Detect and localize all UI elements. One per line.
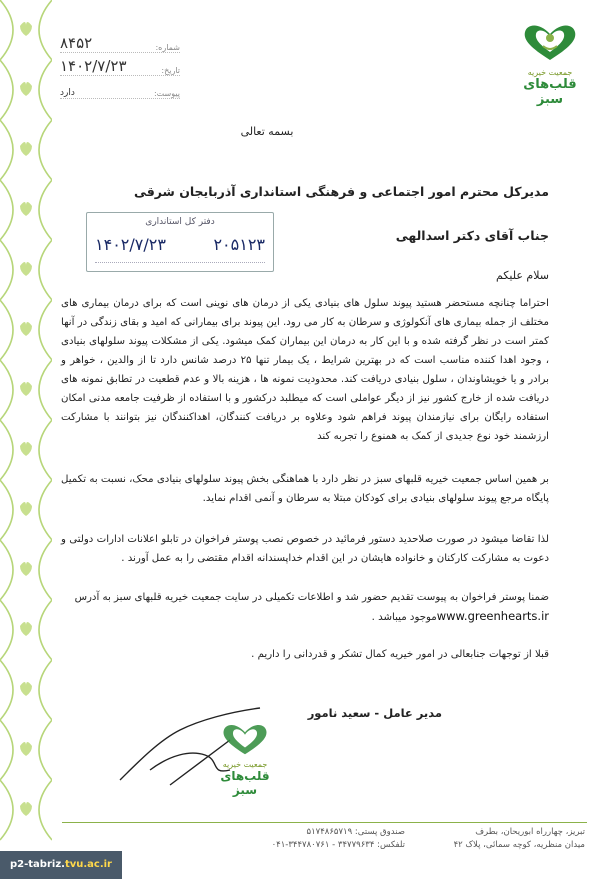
invocation: بسمه تعالی [240, 125, 294, 138]
stamp-values [87, 227, 273, 254]
stamp-org-large: قلب‌های سبز [220, 769, 270, 797]
org-logo [515, 22, 585, 107]
pobox-value: ۵۱۷۴۸۶۵۷۱۹ [306, 827, 353, 837]
phone-value: ۰۴۱-۳۴۴۷۸۰۷۶۱ - ۳۴۷۷۹۶۳۴ [271, 840, 375, 850]
org-name-large: قلب‌های سبز [523, 77, 577, 107]
recipient: مدیرکل محترم امور اجتماعی و فرهنگی استانداری آذربایجان شرقی [133, 184, 549, 199]
number-row [60, 30, 180, 53]
border-heart-pattern [0, 0, 52, 850]
stamp-date: ۱۴۰۲/۷/۲۳ [95, 235, 166, 254]
paragraph-4-text: ضمنا پوستر فراخوان به پیوست تقدیم حضور شد و اطلاعات تکمیلی در سایت جمعیت خیریه قلبهای سبز به آدرس [74, 592, 549, 603]
paragraph-4 [61, 588, 549, 627]
phone-label: تلفکس: [377, 840, 405, 850]
address-line-1: تبریز، چهارراه ابوریحان، بطرف [475, 827, 585, 837]
paragraph-2: بر همین اساس جمعیت خیریه قلبهای سبز در نظر دارد با هماهنگی بخش پیوند سلولهای بنیادی محک، نسبت به تکمیل پایگاه مرجع پیوند سلولهای بنیادی برای کودکان مبتلا به سرطان و آنمی اقدام نماید. [60, 474, 549, 504]
org-name-small: جمعیت خیریه [527, 68, 573, 77]
letter-meta [60, 30, 180, 99]
received-stamp [86, 212, 274, 272]
footer-divider [62, 822, 587, 823]
paragraph-1: احتراما چنانچه مستحضر هستید پیوند سلول های بنیادی یکی از درمان های نوینی است که برای درمان بیماری های مختلف از جمله بیماری های آنکولوژی و سرطان به کار می رود. این پیوند برای بیمارانی که امید و بقای زندگی در آنها کمتر است در نظر گرفته شده و با این کار به درمان این بیماران کمک میشود. یکی از مشکلات پیوند سلولهای بنیادی ، وجود اهدا کننده مناسب است که در بهترین شرایط ، یک بیمار تنها ۲۵ درصد شانس دارد تا از والدین ، خواهر و برادر و یا خویشاوندان ، سلول بنیادی دریافت کند. محدودیت نمونه ها ، هزینه بالا و عدم قطعیت در تطابق نمونه های دریافت شده از خارج کشور نیز از دیگر عواملی است که میطلبد درکشور و با استفاده از ظرفیت جامعه مدنی امکان استفاده رایگان برای نیازمندان پیوند فراهم شود وعلاوه بر دریافت کنندگان، اهداکنندگان نیز بتوانند با مشارکت ارزشمند خود نوع جدیدی از کمک به همنوع را تجربه کند [61, 298, 549, 442]
footer-address [415, 826, 585, 852]
attachment-value: دارد [60, 88, 75, 98]
site-watermark [0, 851, 122, 879]
paragraph-4-tail: موجود میباشد . [371, 612, 437, 623]
date-value: ۱۴۰۲/۷/۲۳ [60, 57, 127, 75]
paragraph-5: قبلا از توجهات جنابعالی در امور خیریه کمال تشکر و قدردانی را داریم . [251, 649, 549, 660]
attachment-label: پیوست: [153, 89, 180, 98]
pobox-label: صندوق پستی: [354, 827, 405, 837]
heart-logo-icon [220, 722, 270, 756]
website-link[interactable]: www.greenhearts.ir [436, 609, 549, 623]
stamp-org-small: جمعیت خیریه [222, 760, 268, 769]
stamp-heading: دفتر کل استانداری [145, 217, 215, 227]
date-label: تاریخ: [161, 66, 180, 75]
signature-title: مدیر عامل - سعید نامور [307, 706, 442, 720]
address-line-2: میدان منظریه، کوچه سمائی، پلاک ۴۲ [453, 840, 585, 850]
greeting: سلام علیکم [495, 269, 549, 282]
number-value: ۸۴۵۲ [60, 34, 93, 52]
heart-logo-icon [521, 22, 579, 62]
signature-stamp [210, 722, 280, 797]
watermark-prefix: p2-tabriz. [10, 859, 65, 870]
footer-contact [205, 826, 405, 852]
honorific: جناب آقای دکتر اسدالهی [395, 228, 549, 243]
number-label: شماره: [155, 43, 180, 52]
date-row [60, 53, 180, 76]
watermark-highlight: tvu.ac.ir [64, 859, 112, 870]
attachment-row [60, 76, 180, 99]
stamp-number: ۲۰۵۱۲۳ [213, 235, 265, 254]
paragraph-3: لذا تقاضا میشود در صورت صلاحدید دستور فرمائید در خصوص نصب پوستر فراخوان در تابلو اعلانات ادارات دولتی و دعوت به مشارکت کارکنان و خانواده هایشان در این اقدام خداپسندانه اقدام مقتضی را به عمل آورند . [61, 534, 549, 564]
